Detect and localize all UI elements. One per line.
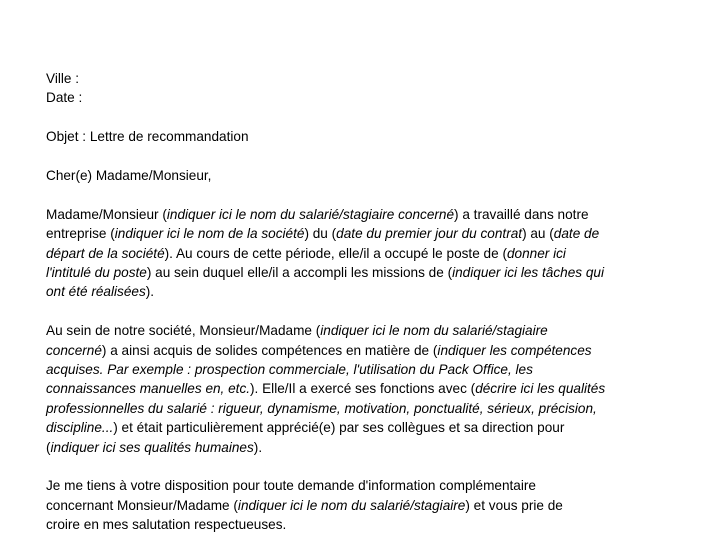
p1-line-5: ont été réalisées). (46, 284, 155, 300)
p2-line-3: acquises. Par exemple : prospection commerciale, l'utilisation du Pack Office, les (46, 362, 533, 378)
paragraph-3 (46, 476, 686, 534)
p3-line-3: croire en mes salutation respectueuses. (46, 517, 287, 533)
salutation-line: Cher(e) Madame/Monsieur, (46, 168, 212, 183)
letter-body (46, 69, 686, 535)
p1-line-4: l'intitulé du poste) au sein duquel elle/il a accompli les missions de (indiquer ici les tâches qui (46, 265, 604, 281)
p1-line-1: Madame/Monsieur (indiquer ici le nom du salarié/stagiaire concerné) a travaillé dans notre (46, 206, 589, 222)
p1-line-2: entreprise (indiquer ici le nom de la société) du (date du premier jour du contrat) au (date de (46, 226, 600, 242)
p2-line-5: professionnelles du salarié : rigueur, dynamisme, motivation, ponctualité, sérieux, précision, (46, 400, 597, 416)
p2-line-4: connaissances manuelles en, etc.). Elle/Il a exercé ses fonctions avec (décrire ici les qualités (46, 381, 606, 397)
p2-line-2: concerné) a ainsi acquis de solides compétences en matière de (indiquer les compétences (46, 342, 592, 358)
p2-line-6: discipline...) et était particulièrement apprécié(e) par ses collègues et sa direction pour (46, 420, 565, 436)
objet-line: Objet : Lettre de recommandation (46, 129, 249, 145)
p3-line-2: concernant Monsieur/Madame (indiquer ici le nom du salarié/stagiaire) et vous prie de (46, 497, 563, 513)
date-line: Date : (46, 90, 83, 106)
ville-line: Ville : (46, 71, 79, 86)
p1-line-3: départ de la société). Au cours de cette période, elle/il a occupé le poste de (donner ici (46, 245, 566, 261)
paragraph-2 (46, 321, 686, 457)
p2-line-1: Au sein de notre société, Monsieur/Madame (indiquer ici le nom du salarié/stagiaire (46, 323, 548, 339)
p3-line-1: Je me tiens à votre disposition pour toute demande d'information complémentaire (46, 478, 536, 494)
p2-line-7: (indiquer ici ses qualités humaines). (46, 439, 263, 455)
paragraph-1 (46, 205, 686, 302)
